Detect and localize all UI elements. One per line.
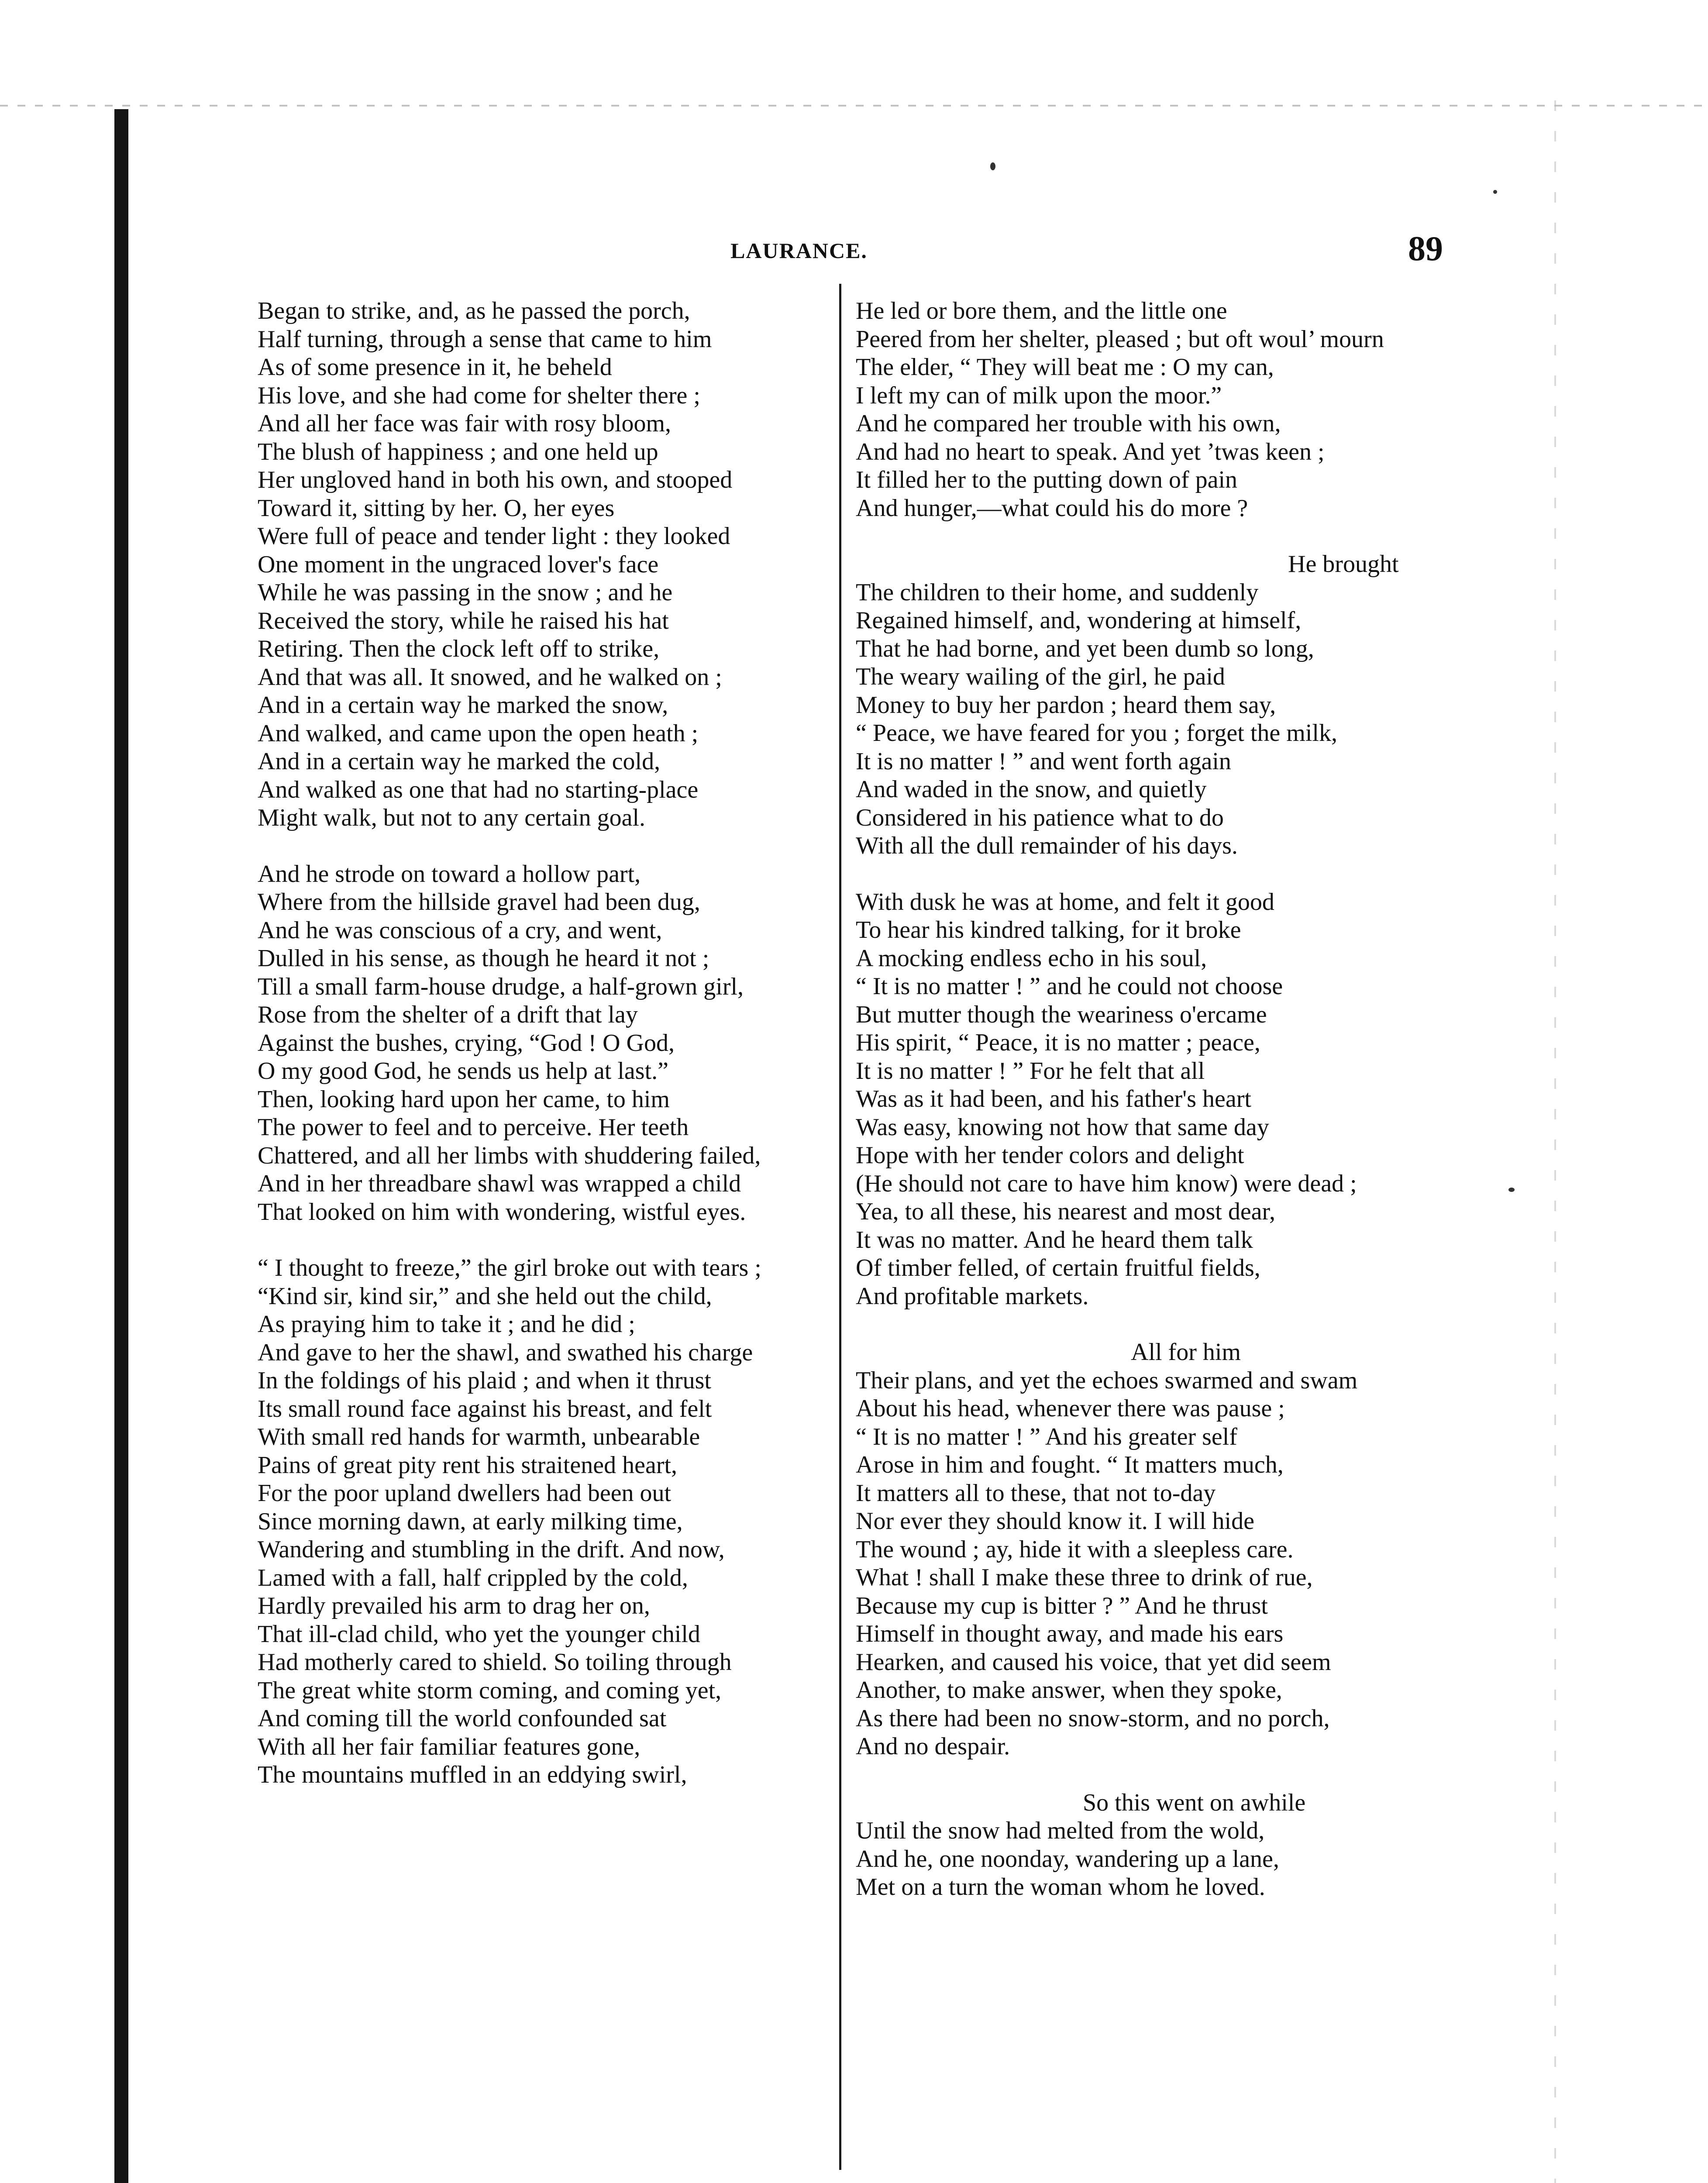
verse-line: His love, and she had come for shelter there ;: [258, 382, 700, 409]
verse-line: That he had borne, and yet been dumb so long,: [856, 635, 1314, 662]
verse-line: Wandering and stumbling in the drift. And now,: [258, 1536, 725, 1563]
verse-line: (He should not care to have him know) were dead ;: [856, 1170, 1357, 1197]
verse-line: Had motherly cared to shield. So toiling through: [258, 1649, 732, 1676]
verse-line: And profitable markets.: [856, 1282, 1089, 1310]
stanza: [856, 297, 1436, 522]
verse-line: And he compared her trouble with his own,: [856, 410, 1281, 437]
verse-line: And in her threadbare shawl was wrapped a child: [258, 1170, 741, 1197]
verse-line: Her ungloved hand in both his own, and stooped: [258, 466, 733, 493]
page-top-edge: [0, 105, 1708, 107]
verse-line: And in a certain way he marked the cold,: [258, 748, 661, 775]
stanza: [856, 550, 1436, 860]
verse-line: The mountains muffled in an eddying swirl,: [258, 1761, 687, 1788]
verse-line: It is no matter ! ” For he felt that all: [856, 1057, 1205, 1085]
running-head: LAURANCE.: [730, 238, 868, 263]
stanza: [258, 1254, 838, 1789]
verse-line: And that was all. It snowed, and he walked on ;: [258, 663, 722, 691]
verse-line: Of timber felled, of certain fruitful fields,: [856, 1254, 1260, 1281]
verse-line: Arose in him and fought. “ It matters much,: [856, 1451, 1284, 1478]
verse-line: And he was conscious of a cry, and went,: [258, 916, 662, 944]
verse-line: And hunger,—what could his do more ?: [856, 494, 1248, 522]
verse-line: Lamed with a fall, half crippled by the cold,: [258, 1564, 688, 1591]
verse-line: Till a small farm-house drudge, a half-grown girl,: [258, 973, 744, 1000]
verse-line: But mutter though the weariness o'ercame: [856, 1001, 1267, 1028]
verse-line: Rose from the shelter of a drift that lay: [258, 1001, 638, 1028]
right-column: [856, 297, 1436, 1901]
column-rule: [839, 284, 841, 2170]
indented-half-line: So this went on awhile: [1083, 1789, 1306, 1816]
verse-line: Their plans, and yet the echoes swarmed and swam: [856, 1367, 1358, 1394]
stanza: [258, 297, 838, 832]
verse-line: The wound ; ay, hide it with a sleepless care.: [856, 1536, 1294, 1563]
verse-line: A mocking endless echo in his soul,: [856, 944, 1207, 972]
verse-line: It filled her to the putting down of pain: [856, 466, 1238, 493]
verse-line: The great white storm coming, and coming yet,: [258, 1677, 722, 1704]
verse-line: And he, one noonday, wandering up a lane,: [856, 1845, 1279, 1873]
verse-line: Money to buy her pardon ; heard them say,: [856, 691, 1276, 719]
verse-line: “ Peace, we have feared for you ; forget the milk,: [856, 720, 1337, 747]
verse-line: “ I thought to freeze,” the girl broke out with tears ;: [258, 1254, 761, 1281]
verse-line: With all the dull remainder of his days.: [856, 832, 1238, 859]
verse-line: His spirit, “ Peace, it is no matter ; peace,: [856, 1029, 1260, 1056]
verse-line: With small red hands for warmth, unbearable: [258, 1423, 700, 1450]
verse-line: Were full of peace and tender light : they looked: [258, 523, 730, 550]
verse-line: Chattered, and all her limbs with shuddering failed,: [258, 1142, 761, 1169]
verse-line: That ill-clad child, who yet the younger child: [258, 1620, 700, 1648]
verse-line: To hear his kindred talking, for it broke: [856, 916, 1241, 943]
verse-line: And in a certain way he marked the snow,: [258, 692, 668, 719]
verse-line: As there had been no snow-storm, and no porch,: [856, 1704, 1330, 1732]
verse-line: Since morning dawn, at early milking time,: [258, 1508, 683, 1535]
binding-shadow: [114, 109, 128, 2183]
indented-half-line: He brought: [1288, 551, 1399, 578]
verse-line: For the poor upland dwellers had been out: [258, 1480, 671, 1507]
verse-line: One moment in the ungraced lover's face: [258, 551, 659, 578]
verse-line: Began to strike, and, as he passed the porch,: [258, 297, 690, 324]
verse-line: Half turning, through a sense that came to him: [258, 325, 712, 353]
ink-speck: [1508, 1188, 1515, 1192]
verse-line: Was easy, knowing not how that same day: [856, 1113, 1269, 1141]
verse-line: Dulled in his sense, as though he heard it not ;: [258, 945, 709, 972]
verse-line: And gave to her the shawl, and swathed his charge: [258, 1339, 753, 1366]
verse-line: With all her fair familiar features gone,: [258, 1733, 640, 1760]
verse-line: It is no matter ! ” and went forth again: [856, 747, 1231, 775]
verse-line: The weary wailing of the girl, he paid: [856, 663, 1225, 690]
verse-line: The blush of happiness ; and one held up: [258, 438, 658, 465]
verse-line: Was as it had been, and his father's heart: [856, 1085, 1251, 1112]
stanza: [856, 1789, 1436, 1901]
page-right-edge: [1554, 100, 1556, 2183]
verse-line: Hope with her tender colors and delight: [856, 1142, 1244, 1169]
verse-line: With dusk he was at home, and felt it good: [856, 888, 1274, 916]
verse-line: And waded in the snow, and quietly: [856, 776, 1207, 803]
verse-line: He led or bore them, and the little one: [856, 297, 1227, 324]
verse-line: “ It is no matter ! ” And his greater self: [856, 1423, 1237, 1450]
verse-line: About his head, whenever there was pause ;: [856, 1395, 1285, 1422]
verse-line: Retiring. Then the clock left off to strike,: [258, 635, 660, 662]
verse-line: And had no heart to speak. And yet ’twas keen ;: [856, 438, 1325, 465]
verse-line: It was no matter. And he heard them talk: [856, 1226, 1253, 1253]
stanza: [258, 860, 838, 1226]
verse-line: Received the story, while he raised his hat: [258, 607, 669, 634]
verse-line: Considered in his patience what to do: [856, 804, 1224, 831]
verse-line: Peered from her shelter, pleased ; but oft woul’ mourn: [856, 325, 1384, 353]
verse-line: Yea, to all these, his nearest and most dear,: [856, 1198, 1275, 1225]
verse-line: The power to feel and to perceive. Her teeth: [258, 1114, 689, 1141]
verse-line: And walked, and came upon the open heath ;: [258, 720, 699, 747]
verse-line: It matters all to these, that not to-day: [856, 1479, 1216, 1507]
verse-line: As praying him to take it ; and he did ;: [258, 1311, 635, 1338]
verse-line: The children to their home, and suddenly: [856, 578, 1259, 606]
verse-line: I left my can of milk upon the moor.”: [856, 382, 1222, 409]
verse-line: O my good God, he sends us help at last.”: [258, 1057, 668, 1085]
verse-line: Pains of great pity rent his straitened heart,: [258, 1451, 678, 1479]
verse-line: Where from the hillside gravel had been dug,: [258, 888, 700, 916]
verse-line: Until the snow had melted from the wold,: [856, 1817, 1265, 1844]
verse-line: Hardly prevailed his arm to drag her on,: [258, 1592, 650, 1619]
stanza: [856, 888, 1436, 1311]
verse-line: As of some presence in it, he beheld: [258, 354, 612, 381]
ink-speck: [1493, 190, 1497, 194]
verse-line: And coming till the world confounded sat: [258, 1705, 667, 1732]
verse-line: What ! shall I make these three to drink of rue,: [856, 1564, 1313, 1591]
verse-line: Its small round face against his breast, and felt: [258, 1395, 712, 1422]
verse-line: Nor ever they should know it. I will hide: [856, 1508, 1254, 1535]
verse-line: Himself in thought away, and made his ears: [856, 1620, 1284, 1647]
stanza: [856, 1338, 1436, 1761]
verse-line: “Kind sir, kind sir,” and she held out the child,: [258, 1282, 712, 1310]
verse-line: Hearken, and caused his voice, that yet did seem: [856, 1648, 1331, 1676]
verse-line: Another, to make answer, when they spoke,: [856, 1677, 1282, 1704]
verse-line: And no despair.: [856, 1733, 1010, 1760]
verse-line: Then, looking hard upon her came, to him: [258, 1085, 670, 1113]
verse-line: The elder, “ They will beat me : O my can,: [856, 354, 1274, 381]
verse-line: In the foldings of his plaid ; and when it thrust: [258, 1367, 711, 1394]
verse-line: “ It is no matter ! ” and he could not choose: [856, 973, 1283, 1000]
verse-line: Regained himself, and, wondering at himself,: [856, 607, 1302, 634]
verse-line: Because my cup is bitter ? ” And he thrust: [856, 1592, 1268, 1619]
verse-line: That looked on him with wondering, wistful eyes.: [258, 1198, 746, 1226]
verse-line: While he was passing in the snow ; and he: [258, 579, 673, 606]
verse-line: And walked as one that had no starting-place: [258, 776, 699, 803]
verse-line: Toward it, sitting by her. O, her eyes: [258, 494, 615, 522]
verse-line: And all her face was fair with rosy bloom,: [258, 410, 671, 437]
verse-line: Against the bushes, crying, “God ! O God,: [258, 1029, 675, 1057]
verse-line: Might walk, but not to any certain goal.: [258, 804, 646, 831]
indented-half-line: All for him: [1131, 1339, 1241, 1366]
verse-line: Met on a turn the woman whom he loved.: [856, 1873, 1265, 1901]
left-column: [258, 297, 838, 1789]
page-number: 89: [1408, 230, 1443, 268]
ink-speck: [990, 162, 995, 170]
verse-line: And he strode on toward a hollow part,: [258, 860, 641, 888]
